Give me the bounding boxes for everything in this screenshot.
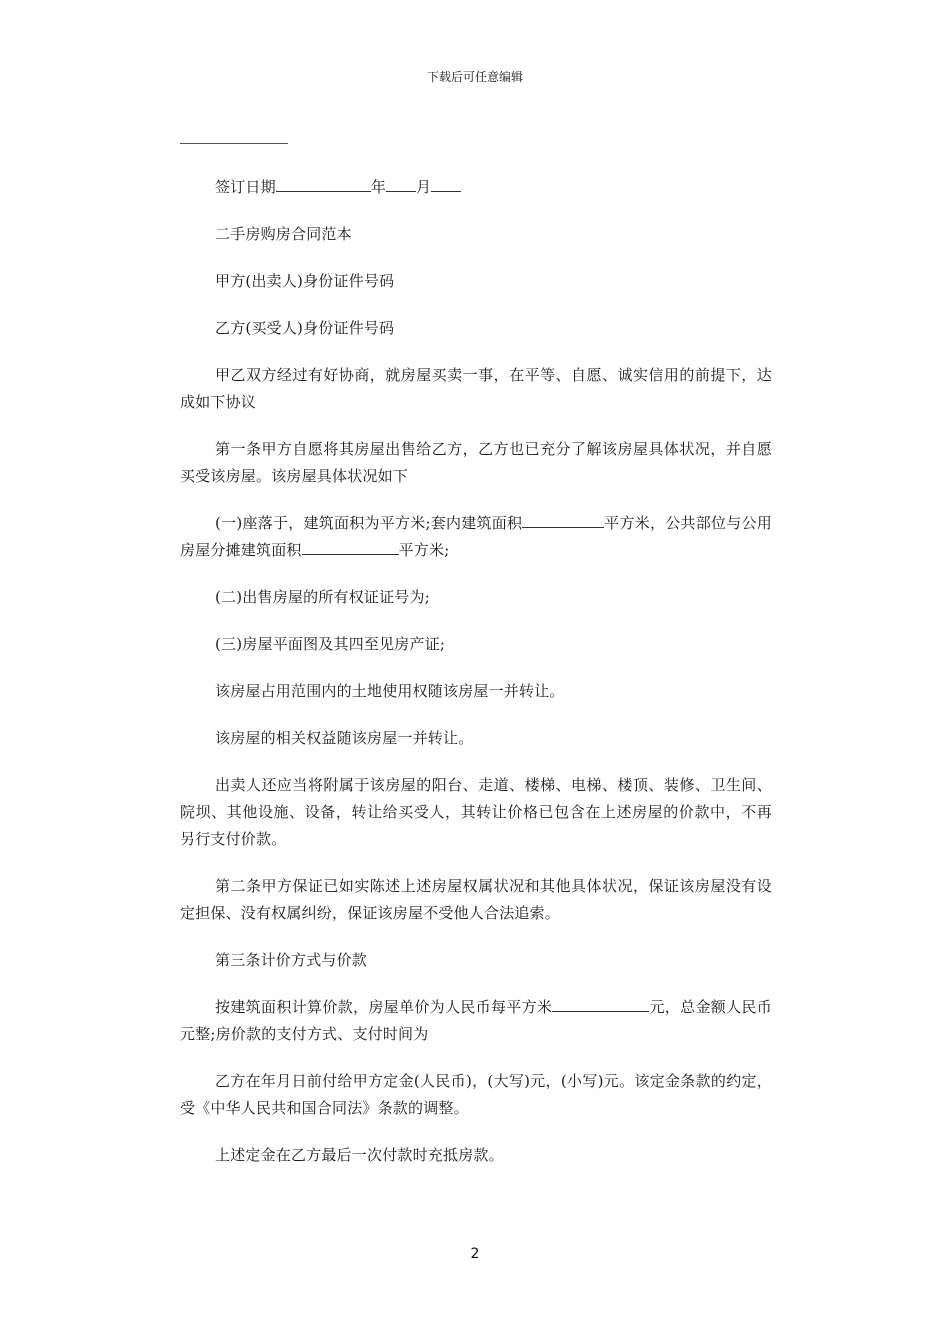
top-rule-line — [180, 143, 288, 144]
land-use-paragraph: 该房屋占用范围内的土地使用权随该房屋一并转让。 — [215, 682, 565, 700]
page-number: 2 — [470, 1246, 480, 1262]
party-b-line: 乙方(买受人)身份证件号码 — [215, 319, 395, 337]
price-part-b: 元，总金额人民币元整;房价款的支付方式、支付时间为 — [180, 998, 772, 1043]
article-1-paragraph: 第一条甲方自愿将其房屋出售给乙方，乙方也已充分了解该房屋具体状况，并自愿买受该房屋。该房屋具体状况如下 — [180, 440, 772, 485]
month-blank — [431, 174, 461, 192]
document-body — [180, 174, 772, 1189]
month-label: 月 — [416, 178, 432, 196]
year-blank — [386, 174, 416, 192]
party-a-line: 甲方(出卖人)身份证件号码 — [215, 272, 395, 290]
unit-price-blank — [552, 994, 649, 1012]
price-part-a: 按建筑面积计算价款，房屋单价为人民币每平方米 — [215, 998, 553, 1016]
page-header: 下载后可任意编辑 — [426, 70, 523, 84]
signing-date-label: 签订日期 — [215, 178, 276, 196]
item-1-part-b: 平方米，公共部位与公用房屋分摊建筑面积 — [180, 514, 772, 559]
article-2-paragraph: 第二条甲方保证已如实陈述上述房屋权属状况和其他具体状况，保证该房屋没有设定担保、没有权属纠纷，保证该房屋不受他人合法追索。 — [180, 877, 772, 922]
attachments-paragraph: 出卖人还应当将附属于该房屋的阳台、走道、楼梯、电梯、楼顶、装修、卫生间、院坝、其他设施、设备，转让给买受人，其转让价格已包含在上述房屋的价款中，不再另行支付价款。 — [180, 776, 772, 848]
rights-paragraph: 该房屋的相关权益随该房屋一并转让。 — [215, 729, 474, 747]
signing-date-line — [180, 174, 772, 201]
inner-area-blank — [522, 510, 604, 528]
item-2-paragraph: (二)出售房屋的所有权证证号为; — [215, 588, 430, 606]
item-1-part-c: 平方米; — [398, 541, 450, 559]
deposit-paragraph: 乙方在年月日前付给甲方定金(人民币)，(大写)元，(小写)元。该定金条款的约定，受《中华人民共和国合同法》条款的调整。 — [180, 1072, 772, 1117]
item-1-part-a: (一)座落于，建筑面积为平方米;套内建筑面积 — [215, 514, 523, 532]
item-1-paragraph — [180, 510, 772, 564]
shared-area-blank — [302, 537, 399, 555]
price-paragraph — [180, 994, 772, 1048]
item-3-paragraph: (三)房屋平面图及其四至见房产证; — [215, 635, 446, 653]
deposit-offset-paragraph: 上述定金在乙方最后一次付款时充抵房款。 — [215, 1146, 504, 1164]
document-title: 二手房购房合同范本 — [215, 225, 352, 243]
intro-paragraph: 甲乙双方经过有好协商，就房屋买卖一事，在平等、自愿、诚实信用的前提下，达成如下协议 — [180, 366, 772, 411]
article-3-heading: 第三条计价方式与价款 — [215, 951, 368, 969]
date-blank — [276, 174, 371, 192]
year-label: 年 — [370, 178, 387, 196]
